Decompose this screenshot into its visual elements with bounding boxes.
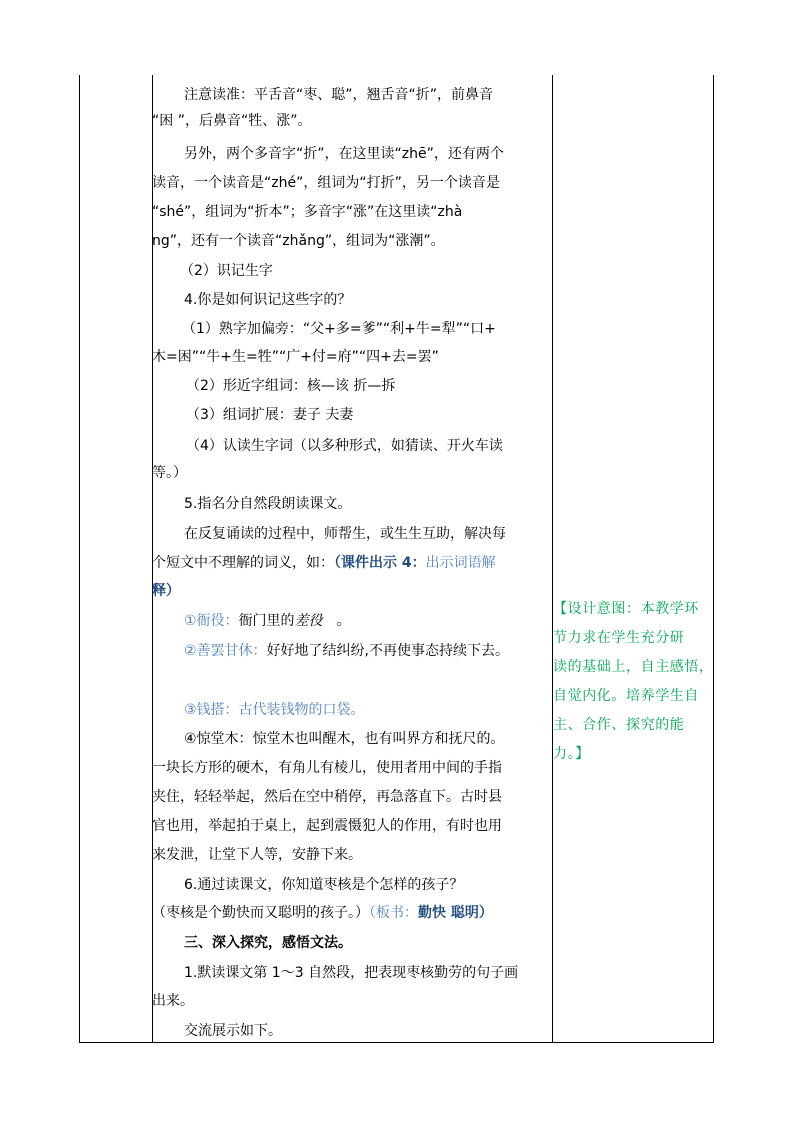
glossary-item: ③钱搭：古代装钱物的口袋。 [184,702,365,718]
question: 4.你是如何识记这些字的？ [184,292,352,308]
design-intent-line: 力。】 [553,746,590,762]
table-border-right [713,75,714,1043]
text-line: （2）形近字组词：核—该 折—拆 [186,378,396,394]
text-line: 官也用，举起拍于桌上，起到震慑犯人的作用，有时也用 [152,818,502,834]
answer-text: （枣核是个勤快而又聪明的孩子。） [152,905,369,921]
glossary-text-italic: 差役 [294,613,323,629]
glossary-text: 惊堂木也叫醒木，也有叫界方和抚尺的。 [252,731,505,747]
text-line: 夹住，轻轻举起，然后在空中稍停，再急落直下。古时县 [152,789,502,805]
text-line: （3）组词扩展：妻子 夫妻 [186,407,354,423]
question: 6.通过读课文，你知道枣核是个怎样的孩子？ [184,877,464,893]
text-line: （1）熟字加偏旁：“父+多=爹”“利+牛=犁”“口+ [182,321,496,337]
design-intent-line: 节力求在学生充分研 [553,630,685,646]
glossary-term: ④惊堂木： [184,731,253,747]
text-line: 等。） [152,465,187,481]
table-border-left [79,75,80,1043]
blackboard-label: （板书： [369,905,418,921]
text-line: 出来。 [152,993,194,1009]
text-line [152,554,552,572]
question: 5.指名分自然段朗读课文。 [184,496,352,512]
glossary-item [184,612,584,630]
glossary-text: 衙门里的 [238,613,295,629]
text-line: “困 ”，后鼻音“牲、涨”。 [152,113,312,129]
glossary-item [184,642,584,660]
text-line: 1.默读课文第 1～3 自然段，把表现枣核勤劳的句子画 [184,965,519,981]
text-line: 读音，一个读音是“zhé”，组词为“打折”，另一个读音是 [152,175,500,191]
text-line: 在反复诵读的过程中，师帮生，或生生互助，解决每 [184,526,506,542]
glossary-term: ①衙役： [184,613,239,629]
text-line: 木=困”“牛+生=牲”“广+付=府”“四+去=罢” [152,349,439,365]
text-line: ng”，还有一个读音“zhǎng”，组词为“涨潮”。 [152,233,445,249]
glossary-text: 好好地了结纠纷,不再使事态持续下去。 [266,643,510,659]
design-intent-line: 主、合作、探究的能 [553,717,685,733]
text-line: 另外，两个多音字“折”，在这里读“zhē”，还有两个 [184,146,504,162]
design-intent-line: 自觉内化。培养学生自 [553,688,699,704]
lesson-plan-table [79,75,714,1043]
text-line: “shé”，组词为“折本”；多音字“涨”在这里读“zhà [152,204,463,220]
courseware-text: 出示词语解 [425,555,496,571]
table-divider-2 [552,75,553,1043]
design-intent-line: 【设计意图：本教学环 [553,601,699,617]
text-line: 一块长方形的硬木，有角儿有棱儿，使用者用中间的手指 [152,760,502,776]
text-line: （4）认读生字词（以多种形式，如猜读、开火车读 [186,438,503,454]
glossary-term: ②善罢甘休： [184,643,267,659]
text-line: 来发泄，让堂下人等，安静下来。 [152,847,362,863]
courseware-close: 释） [152,583,180,599]
blackboard-words: 勤快 聪明） [418,905,493,921]
table-border-bottom [79,1042,714,1043]
glossary-text: 。 [336,613,351,629]
subheading: （2）识记生字 [180,263,273,279]
design-intent-line: 读的基础上，自主感悟， [553,659,714,675]
text-line: 交流展示如下。 [184,1023,282,1039]
text-line: 注意读准：平舌音“枣、聪”，翘舌音“折”，前鼻音 [184,87,494,103]
design-intent-note [553,595,713,769]
text-run: 个短文中不理解的词义，如： [152,555,334,571]
answer-line [152,904,552,922]
courseware-label: （课件出示 4： [334,555,426,571]
section-heading: 三、深入探究，感悟文法。 [184,935,352,951]
glossary-item [184,730,584,748]
